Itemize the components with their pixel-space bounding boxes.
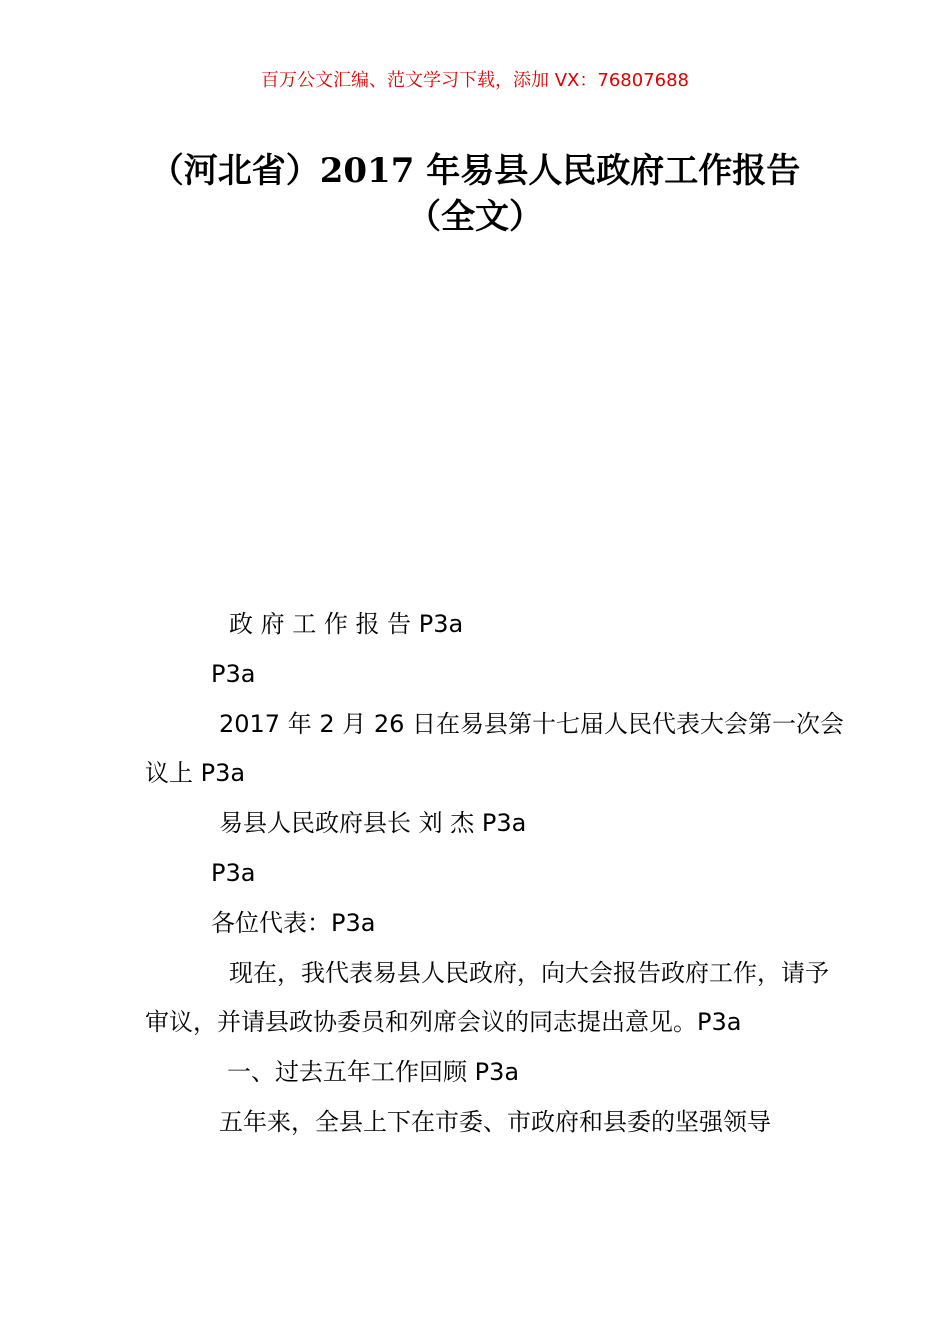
paragraph-marker: P3a	[211, 659, 256, 688]
document-title-line-2: （全文）	[407, 197, 543, 237]
meeting-date-line: 2017 年 2 月 26 日在易县第十七届人民代表大会第一次会议上 P3a	[145, 709, 845, 788]
section-paragraph: 五年来，全县上下在市委、市政府和县委的坚强领导	[219, 1107, 771, 1136]
header-watermark-note: 百万公文汇编、范文学习下载，添加 VX：76807688	[261, 70, 689, 91]
document-title-line-1: （河北省）2017 年易县人民政府工作报告	[149, 151, 801, 191]
report-heading: 政 府 工 作 报 告 P3a	[229, 610, 464, 638]
paragraph-marker: P3a	[211, 858, 256, 887]
speaker-line: 易县人民政府县长 刘 杰 P3a	[219, 809, 527, 838]
salutation: 各位代表：P3a	[211, 908, 376, 937]
document-title	[110, 148, 840, 240]
opening-paragraph: 现在，我代表易县人民政府，向大会报告政府工作，请予审议，并请县政协委员和列席会议的同志提出意见。P3a	[145, 958, 829, 1037]
section-heading: 一、过去五年工作回顾 P3a	[227, 1058, 520, 1087]
document-body	[145, 600, 845, 1148]
